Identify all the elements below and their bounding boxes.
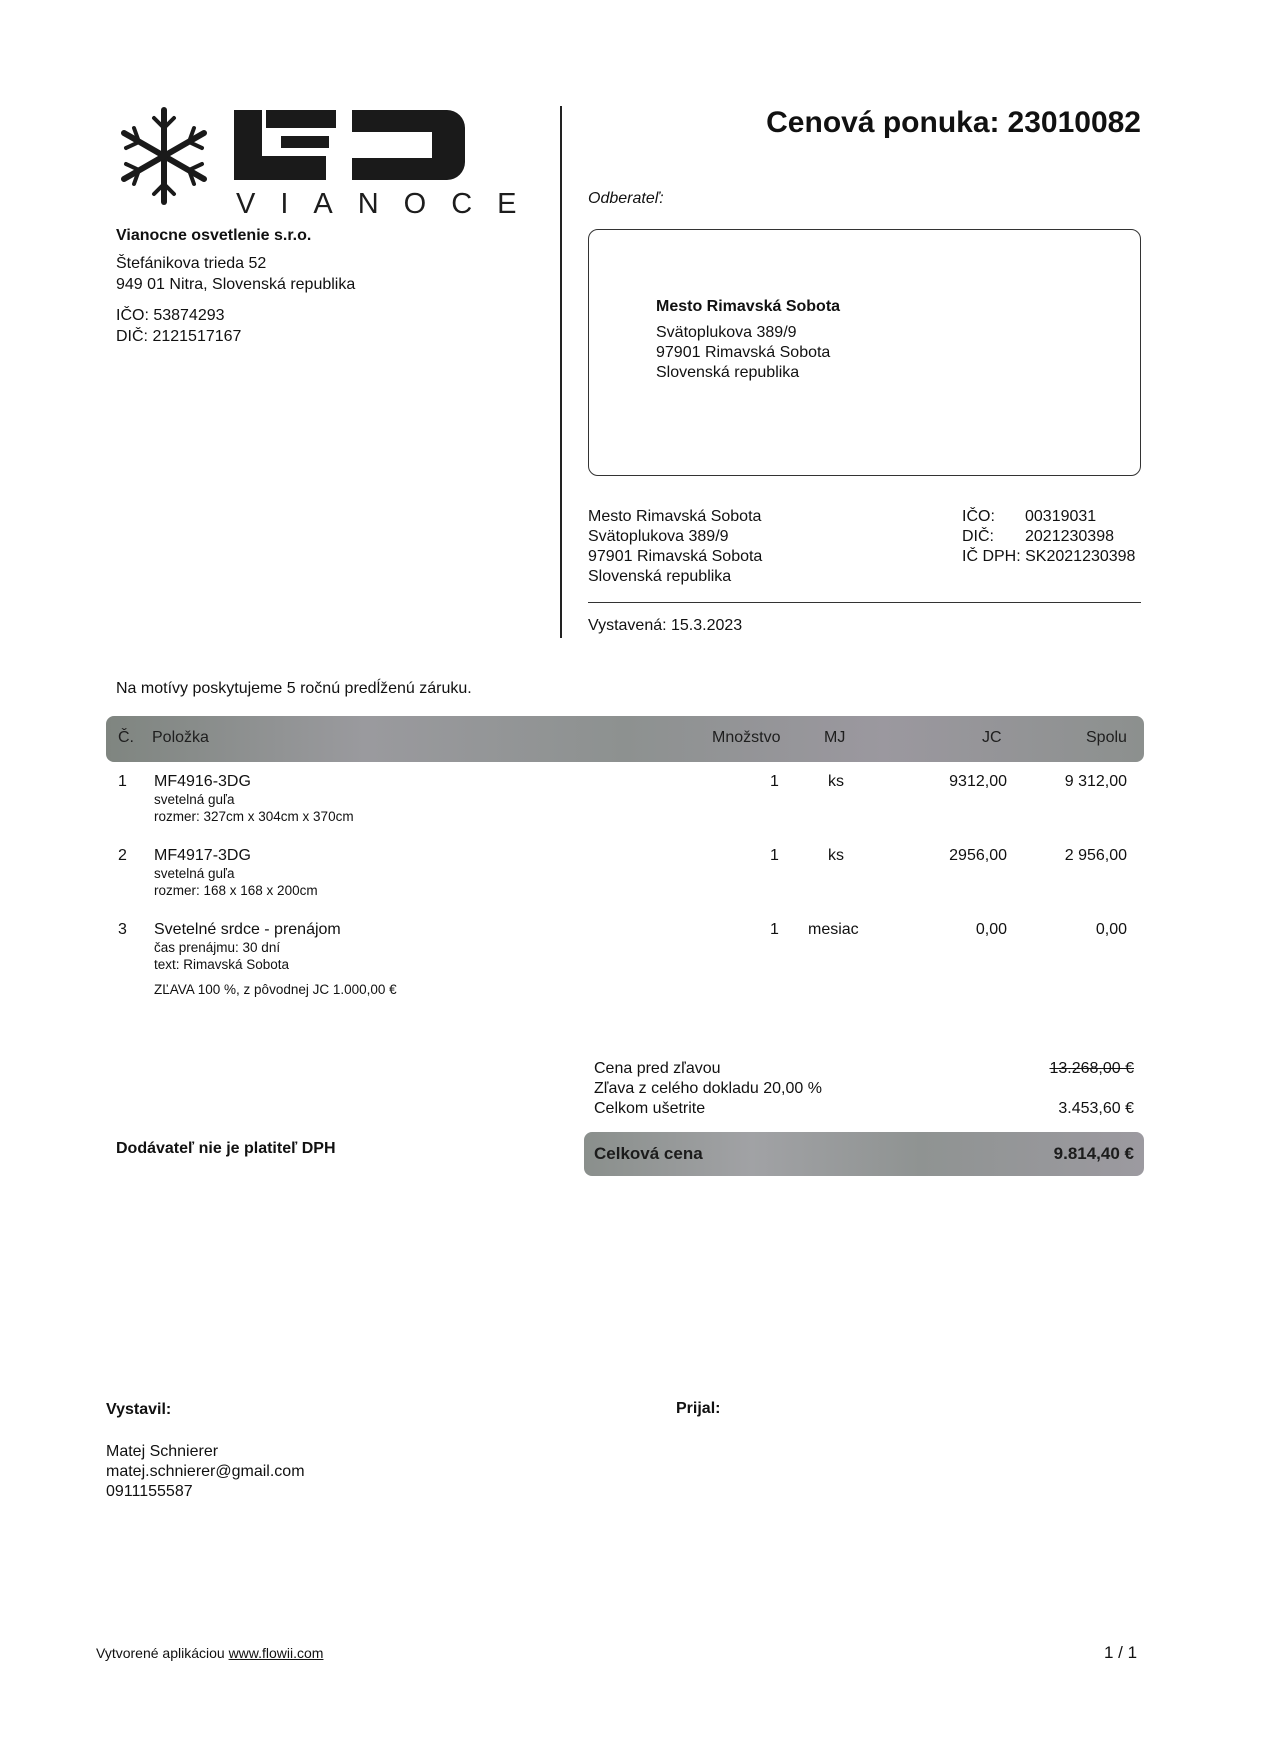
row-price: 9312,00 <box>949 773 1007 790</box>
supplier-ico: IČO: 53874293 <box>116 307 225 324</box>
total-value: 9.814,40 € <box>1053 1144 1134 1163</box>
customer-street: Svätoplukova 389/9 <box>656 324 797 341</box>
col-total: Spolu <box>1086 729 1127 746</box>
before-discount-value: 13.268,00 € <box>1049 1060 1134 1077</box>
customer-address-box <box>588 229 1141 476</box>
supplier-dic: DIČ: 2121517167 <box>116 328 242 345</box>
row-item: MF4916-3DG <box>154 773 251 790</box>
col-qty: Množstvo <box>712 729 781 746</box>
row-qty: 1 <box>770 847 779 864</box>
row-no: 3 <box>118 921 127 938</box>
row-desc: svetelná guľa <box>154 792 235 807</box>
ico-label: IČO: <box>962 508 995 525</box>
dic-label: DIČ: <box>962 528 994 545</box>
row-size: rozmer: 327cm x 304cm x 370cm <box>154 809 354 824</box>
document-title <box>766 106 1141 140</box>
supplier-street: Štefánikova trieda 52 <box>116 255 267 272</box>
row-no: 1 <box>118 773 127 790</box>
footer <box>96 1645 323 1661</box>
saved-label: Celkom ušetrite <box>594 1100 706 1117</box>
row-price: 0,00 <box>975 921 1007 938</box>
col-unit: MJ <box>824 729 846 746</box>
row-total: 0,00 <box>1095 921 1127 938</box>
customer-label: Odberateľ: <box>588 190 664 207</box>
customer-city: 97901 Rimavská Sobota <box>656 344 831 361</box>
before-discount-label: Cena pred zľavou <box>594 1060 721 1077</box>
dic-value: 2021230398 <box>1025 528 1114 545</box>
billing-city: 97901 Rimavská Sobota <box>588 548 763 565</box>
billing-address <box>588 507 762 587</box>
issuer-email: matej.schnierer@gmail.com <box>106 1463 305 1480</box>
title-label: Cenová ponuka: <box>766 106 1000 139</box>
table-header <box>106 716 1144 762</box>
row-size: rozmer: 168 x 168 x 200cm <box>154 883 318 898</box>
issue-date: Vystavená: 15.3.2023 <box>588 617 743 634</box>
row-total: 2 956,00 <box>1064 847 1127 864</box>
issuer-phone: 0911155587 <box>106 1483 193 1500</box>
col-item: Položka <box>152 729 209 746</box>
quote-number: 23010082 <box>1007 106 1141 139</box>
total-label: Celková cena <box>594 1144 703 1163</box>
row-no: 2 <box>118 847 127 864</box>
row-item: MF4917-3DG <box>154 847 251 864</box>
snowflake-icon <box>124 110 204 202</box>
col-price: JC <box>982 729 1002 746</box>
row-discount: ZĽAVA 100 %, z pôvodnej JC 1.000,00 € <box>154 982 397 997</box>
customer-name: Mesto Rimavská Sobota <box>656 298 841 315</box>
billing-ids <box>962 507 1135 567</box>
divider <box>588 602 1141 603</box>
row-price: 2956,00 <box>949 847 1007 864</box>
issuer-name: Matej Schnierer <box>106 1443 219 1460</box>
customer-country: Slovenská republika <box>656 364 800 381</box>
billing-street: Svätoplukova 389/9 <box>588 528 729 545</box>
row-item: Svetelné srdce - prenájom <box>154 921 341 938</box>
row-qty: 1 <box>770 921 779 938</box>
row-unit: mesiac <box>808 921 859 938</box>
supplier-name: Vianocne osvetlenie s.r.o. <box>116 227 312 244</box>
row-total: 9 312,00 <box>1064 773 1127 790</box>
row-text: text: Rimavská Sobota <box>154 957 290 972</box>
issuer-label: Vystavil: <box>106 1401 172 1418</box>
vertical-divider <box>560 106 562 638</box>
icdph-label: IČ DPH: <box>962 548 1021 565</box>
total-bar <box>584 1132 1144 1176</box>
discount-label: Zľava z celého dokladu 20,00 % <box>594 1080 822 1097</box>
row-unit: ks <box>828 847 844 864</box>
row-desc: svetelná guľa <box>154 866 235 881</box>
footer-link[interactable]: www.flowii.com <box>228 1645 324 1661</box>
row-qty: 1 <box>770 773 779 790</box>
billing-name: Mesto Rimavská Sobota <box>588 508 762 525</box>
vat-note: Dodávateľ nie je platiteľ DPH <box>116 1140 336 1157</box>
row-rental-time: čas prenájmu: 30 dní <box>154 940 281 955</box>
footer-prefix: Vytvorené aplikáciou <box>96 1645 225 1661</box>
issuer-block <box>106 1400 305 1502</box>
saved-value: 3.453,60 € <box>1058 1100 1134 1117</box>
logo-wordmark: VIANOCE <box>236 188 542 220</box>
row-unit: ks <box>828 773 844 790</box>
billing-country: Slovenská republika <box>588 568 732 585</box>
supplier-city: 949 01 Nitra, Slovenská republika <box>116 276 356 293</box>
page-number: 1 / 1 <box>1104 1643 1138 1662</box>
ico-value: 00319031 <box>1025 508 1097 525</box>
col-no: Č. <box>118 729 134 746</box>
warranty-note: Na motívy poskytujeme 5 ročnú predĺženú záruku. <box>116 680 472 697</box>
supplier-block <box>116 227 536 347</box>
receiver-label: Prijal: <box>676 1400 721 1417</box>
icdph-value: SK2021230398 <box>1025 548 1136 565</box>
led-mark <box>234 110 465 180</box>
